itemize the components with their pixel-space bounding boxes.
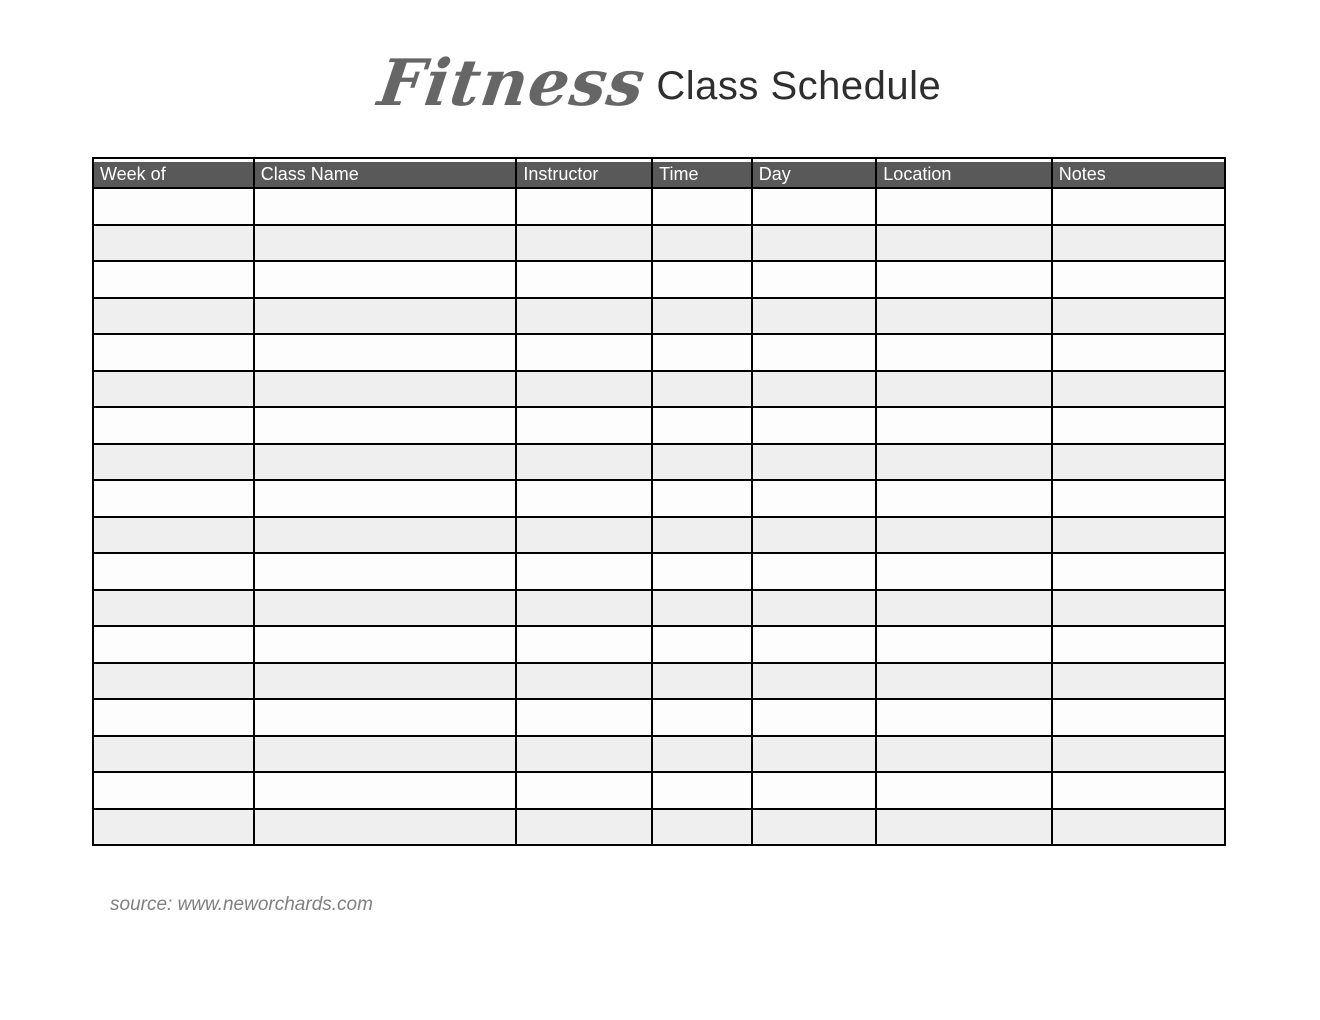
schedule-cell-time	[652, 663, 752, 700]
table-row	[93, 772, 1225, 809]
table-row	[93, 480, 1225, 517]
schedule-cell-instructor	[516, 371, 652, 408]
schedule-cell-instructor	[516, 699, 652, 736]
table-row	[93, 809, 1225, 846]
schedule-cell-time	[652, 772, 752, 809]
schedule-cell-notes	[1052, 809, 1225, 846]
schedule-cell-location	[876, 772, 1051, 809]
schedule-cell-day	[752, 261, 877, 298]
title-rest: Class Schedule	[656, 64, 942, 108]
schedule-cell-instructor	[516, 663, 652, 700]
schedule-cell-notes	[1052, 736, 1225, 773]
schedule-cell-class-name	[254, 225, 517, 262]
schedule-cell-week-of	[93, 371, 254, 408]
schedule-cell-class-name	[254, 444, 517, 481]
schedule-cell-day	[752, 699, 877, 736]
schedule-cell-day	[752, 590, 877, 627]
schedule-cell-time	[652, 261, 752, 298]
schedule-cell-day	[752, 188, 877, 225]
table-row	[93, 298, 1225, 335]
schedule-cell-location	[876, 298, 1051, 335]
column-header-time: Time	[652, 158, 752, 188]
schedule-cell-notes	[1052, 699, 1225, 736]
schedule-cell-instructor	[516, 261, 652, 298]
schedule-cell-class-name	[254, 809, 517, 846]
schedule-cell-time	[652, 371, 752, 408]
schedule-cell-instructor	[516, 772, 652, 809]
schedule-cell-week-of	[93, 553, 254, 590]
schedule-cell-week-of	[93, 480, 254, 517]
schedule-cell-time	[652, 699, 752, 736]
schedule-cell-week-of	[93, 407, 254, 444]
schedule-cell-instructor	[516, 736, 652, 773]
schedule-cell-notes	[1052, 298, 1225, 335]
schedule-cell-class-name	[254, 699, 517, 736]
schedule-cell-week-of	[93, 334, 254, 371]
schedule-cell-notes	[1052, 225, 1225, 262]
schedule-cell-week-of	[93, 225, 254, 262]
column-header-notes: Notes	[1052, 158, 1225, 188]
schedule-cell-day	[752, 553, 877, 590]
schedule-cell-location	[876, 371, 1051, 408]
schedule-cell-time	[652, 553, 752, 590]
schedule-cell-time	[652, 809, 752, 846]
schedule-cell-notes	[1052, 480, 1225, 517]
schedule-cell-week-of	[93, 298, 254, 335]
schedule-cell-week-of	[93, 188, 254, 225]
table-row	[93, 699, 1225, 736]
schedule-cell-time	[652, 590, 752, 627]
table-row	[93, 371, 1225, 408]
schedule-cell-notes	[1052, 407, 1225, 444]
schedule-cell-week-of	[93, 626, 254, 663]
column-header-day: Day	[752, 158, 877, 188]
schedule-cell-day	[752, 334, 877, 371]
schedule-cell-notes	[1052, 444, 1225, 481]
schedule-cell-class-name	[254, 736, 517, 773]
schedule-cell-week-of	[93, 699, 254, 736]
schedule-cell-week-of	[93, 772, 254, 809]
schedule-cell-class-name	[254, 298, 517, 335]
schedule-cell-class-name	[254, 334, 517, 371]
schedule-cell-location	[876, 480, 1051, 517]
table-row	[93, 553, 1225, 590]
schedule-cell-notes	[1052, 590, 1225, 627]
schedule-cell-instructor	[516, 407, 652, 444]
schedule-cell-time	[652, 480, 752, 517]
table-row	[93, 334, 1225, 371]
schedule-table	[92, 157, 1226, 846]
schedule-cell-time	[652, 626, 752, 663]
schedule-cell-location	[876, 188, 1051, 225]
column-header-week-of: Week of	[93, 158, 254, 188]
source-note: source: www.neworchards.com	[110, 894, 373, 915]
column-header-location: Location	[876, 158, 1051, 188]
schedule-cell-day	[752, 298, 877, 335]
schedule-cell-time	[652, 188, 752, 225]
schedule-cell-instructor	[516, 298, 652, 335]
schedule-cell-location	[876, 809, 1051, 846]
schedule-cell-week-of	[93, 444, 254, 481]
schedule-cell-day	[752, 736, 877, 773]
schedule-cell-instructor	[516, 590, 652, 627]
schedule-cell-notes	[1052, 772, 1225, 809]
schedule-cell-notes	[1052, 626, 1225, 663]
schedule-cell-instructor	[516, 480, 652, 517]
schedule-cell-location	[876, 590, 1051, 627]
table-row	[93, 188, 1225, 225]
table-row	[93, 261, 1225, 298]
schedule-cell-day	[752, 225, 877, 262]
schedule-cell-week-of	[93, 736, 254, 773]
schedule-cell-location	[876, 334, 1051, 371]
schedule-cell-class-name	[254, 553, 517, 590]
schedule-cell-notes	[1052, 261, 1225, 298]
schedule-cell-time	[652, 225, 752, 262]
schedule-cell-location	[876, 225, 1051, 262]
schedule-cell-day	[752, 626, 877, 663]
schedule-cell-notes	[1052, 334, 1225, 371]
schedule-cell-day	[752, 407, 877, 444]
schedule-cell-class-name	[254, 480, 517, 517]
schedule-cell-class-name	[254, 517, 517, 554]
schedule-cell-day	[752, 809, 877, 846]
table-row	[93, 444, 1225, 481]
schedule-cell-instructor	[516, 626, 652, 663]
schedule-cell-class-name	[254, 371, 517, 408]
schedule-cell-time	[652, 334, 752, 371]
schedule-cell-location	[876, 699, 1051, 736]
schedule-cell-class-name	[254, 626, 517, 663]
table-row	[93, 663, 1225, 700]
schedule-cell-notes	[1052, 663, 1225, 700]
schedule-cell-location	[876, 261, 1051, 298]
schedule-cell-day	[752, 480, 877, 517]
schedule-cell-location	[876, 407, 1051, 444]
table-row	[93, 517, 1225, 554]
schedule-cell-day	[752, 444, 877, 481]
column-header-class-name: Class Name	[254, 158, 517, 188]
schedule-cell-time	[652, 444, 752, 481]
schedule-cell-instructor	[516, 225, 652, 262]
schedule-cell-week-of	[93, 809, 254, 846]
schedule-cell-notes	[1052, 553, 1225, 590]
schedule-cell-class-name	[254, 407, 517, 444]
schedule-cell-notes	[1052, 371, 1225, 408]
schedule-cell-instructor	[516, 444, 652, 481]
header-row	[93, 158, 1225, 188]
schedule-cell-week-of	[93, 590, 254, 627]
schedule-cell-location	[876, 736, 1051, 773]
schedule-cell-week-of	[93, 517, 254, 554]
table-row	[93, 225, 1225, 262]
schedule-cell-week-of	[93, 663, 254, 700]
schedule-cell-location	[876, 517, 1051, 554]
schedule-cell-notes	[1052, 188, 1225, 225]
schedule-cell-location	[876, 553, 1051, 590]
schedule-cell-day	[752, 371, 877, 408]
table-row	[93, 590, 1225, 627]
schedule-cell-day	[752, 772, 877, 809]
schedule-cell-location	[876, 444, 1051, 481]
schedule-body	[93, 188, 1225, 845]
schedule-cell-class-name	[254, 590, 517, 627]
schedule-cell-day	[752, 663, 877, 700]
schedule-cell-class-name	[254, 772, 517, 809]
page-title	[0, 46, 1320, 121]
column-header-instructor: Instructor	[516, 158, 652, 188]
schedule-cell-time	[652, 517, 752, 554]
table-row	[93, 736, 1225, 773]
schedule-cell-time	[652, 736, 752, 773]
schedule-cell-time	[652, 298, 752, 335]
title-script-word: Fitness	[373, 46, 650, 121]
schedule-cell-time	[652, 407, 752, 444]
schedule-cell-class-name	[254, 188, 517, 225]
schedule-cell-instructor	[516, 517, 652, 554]
schedule-cell-instructor	[516, 809, 652, 846]
schedule-cell-day	[752, 517, 877, 554]
table-row	[93, 626, 1225, 663]
schedule-cell-instructor	[516, 334, 652, 371]
schedule-cell-class-name	[254, 261, 517, 298]
schedule-cell-class-name	[254, 663, 517, 700]
table-row	[93, 407, 1225, 444]
schedule-cell-instructor	[516, 188, 652, 225]
schedule-cell-week-of	[93, 261, 254, 298]
schedule-cell-notes	[1052, 517, 1225, 554]
schedule-cell-location	[876, 626, 1051, 663]
schedule-cell-instructor	[516, 553, 652, 590]
schedule-cell-location	[876, 663, 1051, 700]
